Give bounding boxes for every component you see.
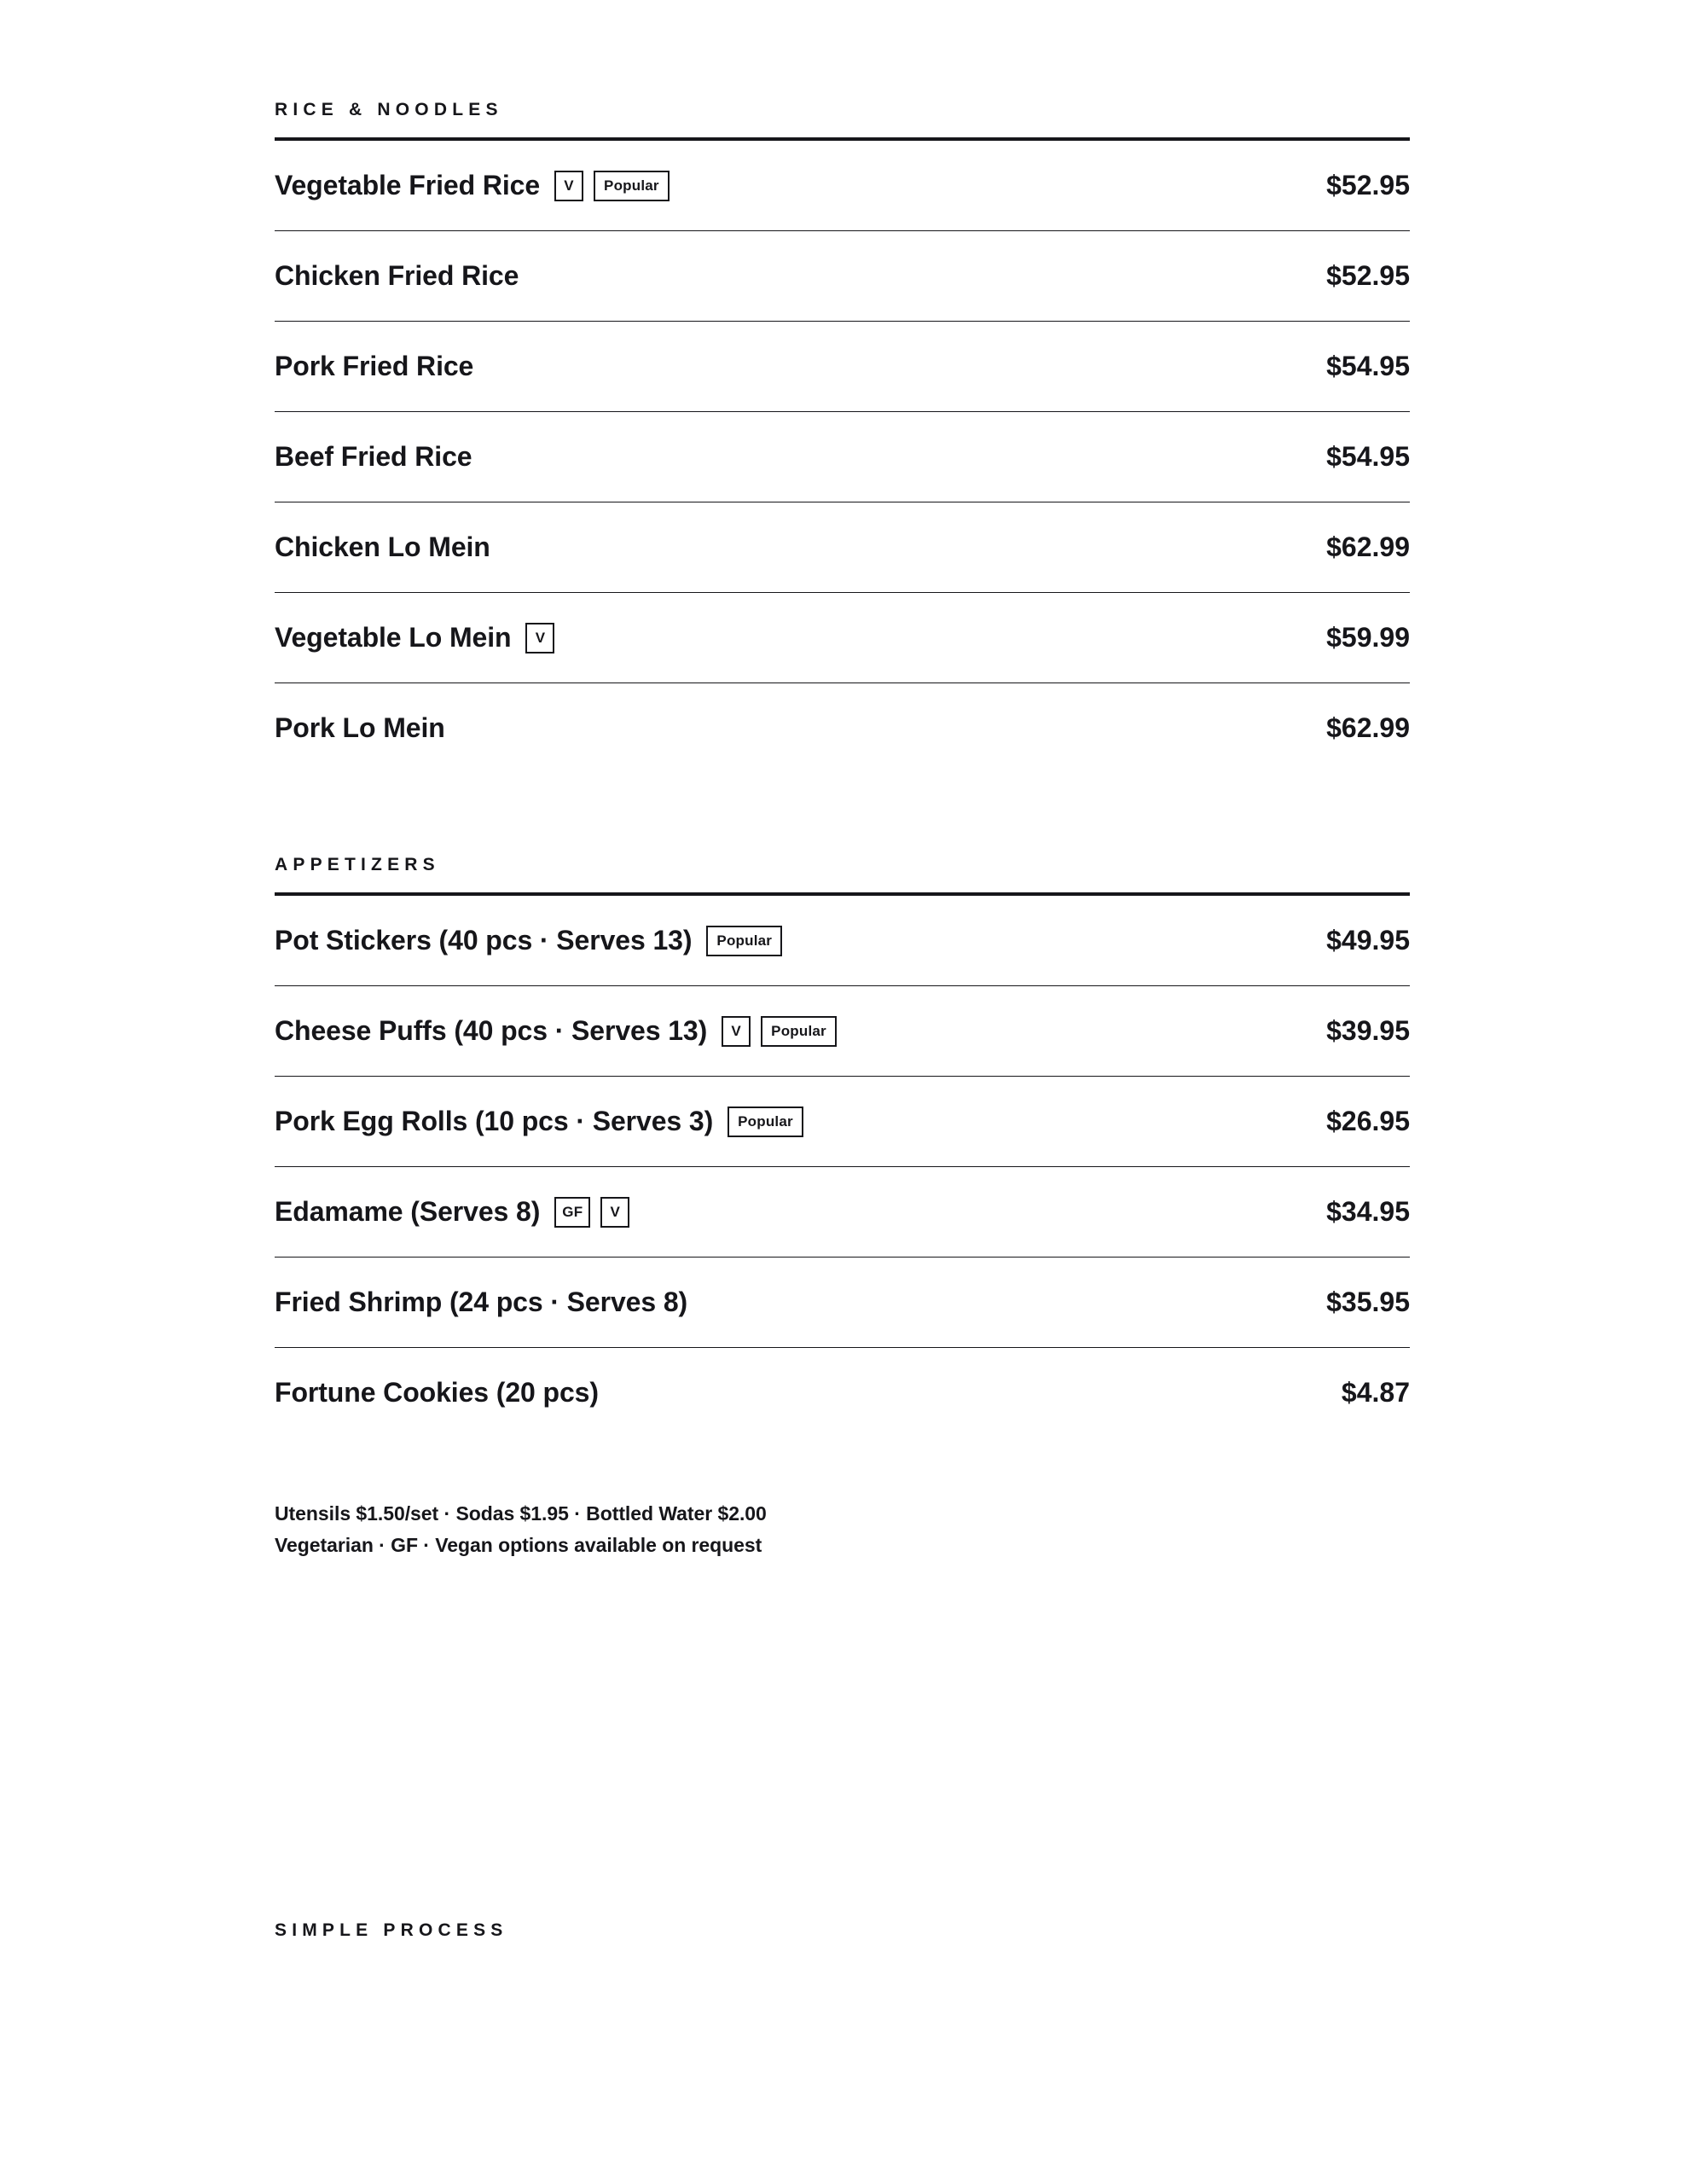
menu-item-price: $4.87: [1341, 1377, 1410, 1409]
menu-row-left: [275, 261, 519, 291]
menu-row-left: [275, 926, 782, 956]
menu-item-price: $35.95: [1326, 1286, 1410, 1317]
menu-item-name: Chicken Lo Mein: [275, 531, 490, 562]
menu-item-price: $59.99: [1326, 621, 1410, 653]
menu-item-price: $39.95: [1326, 1014, 1410, 1046]
menu-row-left: [275, 1016, 837, 1047]
menu-row-left: [275, 1378, 599, 1408]
menu-row[interactable]: [275, 231, 1410, 322]
menu-list-appetizers: [275, 896, 1410, 1438]
menu-row-left: [275, 171, 670, 201]
menu-row[interactable]: [275, 1258, 1410, 1348]
badge-vegetarian: V: [600, 1197, 629, 1228]
badge-popular: Popular: [706, 926, 782, 956]
badge-popular: Popular: [761, 1016, 837, 1047]
menu-item-name: Vegetable Lo Mein: [275, 621, 512, 653]
menu-item-name: Fortune Cookies (20 pcs): [275, 1377, 599, 1409]
menu-notes: [275, 1498, 1410, 1562]
menu-row-left: [275, 623, 554, 653]
menu-content: [275, 0, 1410, 1562]
badge-popular: Popular: [728, 1107, 803, 1137]
menu-row-left: [275, 1107, 803, 1137]
menu-item-price: $62.99: [1326, 712, 1410, 744]
menu-item-price: $49.95: [1326, 924, 1410, 956]
menu-item-badges: [706, 926, 782, 956]
menu-row-left: [275, 442, 472, 472]
menu-item-name: Pork Lo Mein: [275, 712, 445, 744]
menu-row-left: [275, 1197, 629, 1228]
bottom-section-label: SIMPLE PROCESS: [275, 1920, 508, 1940]
menu-item-price: $34.95: [1326, 1195, 1410, 1227]
menu-item-badges: [554, 1197, 629, 1228]
note-dietary: Vegetarian · GF · Vegan options available on request: [275, 1534, 762, 1557]
badge-gluten-free: GF: [554, 1197, 590, 1228]
menu-item-badges: [722, 1016, 837, 1047]
menu-item-name: Beef Fried Rice: [275, 440, 472, 472]
menu-row-left: [275, 713, 445, 743]
section-rule-spacer: [275, 874, 1410, 892]
menu-item-price: $52.95: [1326, 259, 1410, 291]
badge-vegetarian: V: [554, 171, 583, 201]
menu-item-name: Cheese Puffs (40 pcs · Serves 13): [275, 1014, 708, 1046]
menu-item-name: Chicken Fried Rice: [275, 259, 519, 291]
menu-item-name: Fried Shrimp (24 pcs · Serves 8): [275, 1286, 688, 1317]
menu-row[interactable]: [275, 986, 1410, 1077]
menu-row[interactable]: [275, 412, 1410, 502]
menu-row-left: [275, 532, 490, 562]
menu-item-price: $54.95: [1326, 350, 1410, 381]
menu-row[interactable]: [275, 502, 1410, 593]
menu-item-price: $52.95: [1326, 169, 1410, 200]
menu-row[interactable]: [275, 1167, 1410, 1258]
menu-row[interactable]: [275, 683, 1410, 774]
menu-row[interactable]: [275, 1348, 1410, 1438]
menu-item-badges: [554, 171, 670, 201]
menu-item-badges: [525, 623, 554, 653]
menu-item-price: $54.95: [1326, 440, 1410, 472]
menu-section-appetizers: [275, 856, 1410, 1438]
menu-row-left: [275, 1287, 687, 1317]
menu-section-rice-noodles: [275, 0, 1410, 774]
section-header-appetizers: [275, 856, 1410, 874]
section-header-rice-noodles: [275, 0, 1410, 119]
badge-vegetarian: V: [525, 623, 554, 653]
note-extras: Utensils $1.50/set · Sodas $1.95 · Bottled Water $2.00: [275, 1502, 767, 1525]
menu-list-rice-noodles: [275, 141, 1410, 774]
section-title-appetizers: APPETIZERS: [275, 855, 440, 874]
menu-row[interactable]: [275, 896, 1410, 986]
menu-item-name: Edamame (Serves 8): [275, 1195, 541, 1227]
menu-item-name: Vegetable Fried Rice: [275, 169, 541, 200]
badge-vegetarian: V: [722, 1016, 751, 1047]
section-title-rice-noodles: RICE & NOODLES: [275, 100, 503, 119]
menu-item-price: $26.95: [1326, 1105, 1410, 1136]
menu-item-name: Pork Egg Rolls (10 pcs · Serves 3): [275, 1105, 714, 1136]
badge-popular: Popular: [594, 171, 670, 201]
section-rule-spacer: [275, 119, 1410, 137]
menu-item-name: Pork Fried Rice: [275, 350, 474, 381]
menu-item-name: Pot Stickers (40 pcs · Serves 13): [275, 924, 693, 956]
menu-row-left: [275, 351, 473, 381]
menu-row[interactable]: [275, 141, 1410, 231]
menu-row[interactable]: [275, 1077, 1410, 1167]
menu-row[interactable]: [275, 322, 1410, 412]
menu-item-badges: [728, 1107, 803, 1137]
menu-item-price: $62.99: [1326, 531, 1410, 562]
section-gap: [275, 774, 1410, 856]
menu-row[interactable]: [275, 593, 1410, 683]
